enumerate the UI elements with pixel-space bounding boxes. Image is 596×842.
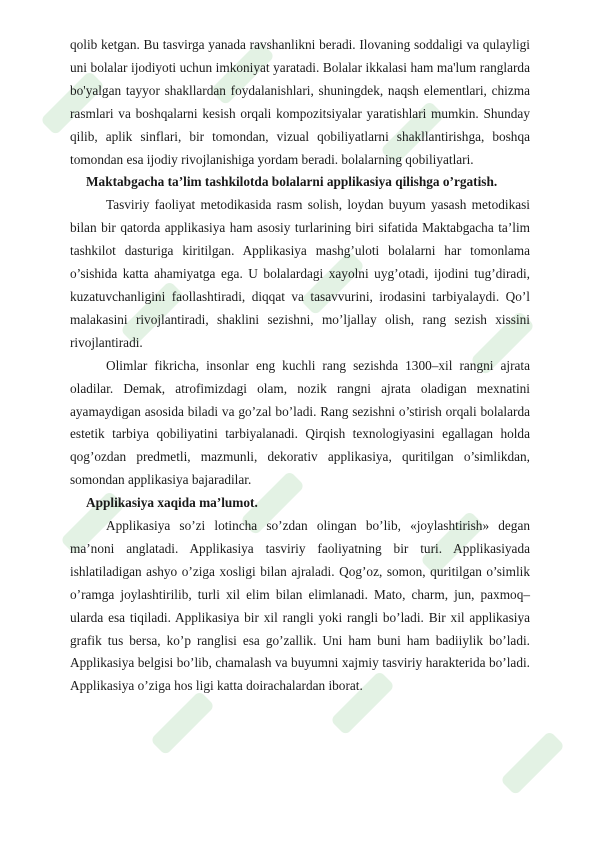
watermark-mark	[150, 691, 215, 756]
section-heading-applikasiya-info: Applikasiya xaqida ma’lumot.	[86, 495, 258, 511]
paragraph-olimlar: Olimlar fikricha, insonlar eng kuchli rang sezishda 1300–xil rangni ajrata oladilar. Demak, atrofimizdagi olam, nozik rangni ajrata oladigan mexnatini ayamaydigan asosida biladi va go’zal bo’ladi. Rang sezishni o’stirish orqali bolalarda estetik tarbiya qobiliyatini tarbiyalanadi. Qirqish texnologiyasini egallagan holda qog’ozdan predmetli, mazmunli, dekorativ applikasiya, quritilgan o’simlikdan, somondan applikasiya bajaradilar.	[70, 357, 530, 488]
watermark-mark	[500, 731, 565, 796]
paragraph-tasviriy: Tasviriy faoliyat metodikasida rasm solish, loydan buyum yasash metodikasi bilan bir qatorda applikasiya ham asosiy turlarining biri sifatida Maktabgacha ta’lim tashkilot dasturiga kiritilgan. Applikasiya mashg’uloti bolalarni har tomonlama o’sishida katta ahamiyatga ega. U bolalardagi xayolni uyg’otadi, ijodini tug’diradi, kuzatuvchanligini faollashtiradi, diqqat va tasavvurini, irodasini tarbiyalaydi. Qo’l malakasini rivojlantiradi, shaklini sezishni, mo’ljallay olish, rang sezish xissini rivojlantiradi.	[70, 197, 530, 350]
document-page	[70, 34, 530, 698]
paragraph-intro: qolib ketgan. Bu tasvirga yanada ravshanlikni beradi. Ilovaning soddaligi va qulayligi uni bolalar ijodiyoti uchun imkoniyat yaratadi. Bolalar ikkalasi ham ma'lum ranglarda bo'yalgan tayyor shakllardan foydalanishlari, shuningdek, naqsh elementlari, chizma rasmlari va boshqalarni kesish orqali kompozitsiyalar yaratishlari mumkin. Shunday qilib, aplik sinflari, bir tomondan, vizual qobiliyatlarni shakllantirishga, boshqa tomondan esa ijodiy rivojlanishiga yordam beradi. bolalarning qobiliyatlari.	[70, 37, 530, 167]
section-heading-applikasiya-teaching: Maktabgacha ta’lim tashkilotda bolalarni applikasiya qilishga o’rgatish.	[86, 174, 498, 190]
paragraph-applikasiya-definition: Applikasiya so’zi lotincha so’zdan olingan bo’lib, «joylashtirish» degan ma’noni anglatadi. Applikasiya tasviriy faoliyatning bir turi. Applikasiyada ishlatiladigan ashyo o’ziga xosligi bilan ajraladi. Qog’oz, somon, quritilgan o’simlik o’ramga joylashtirilib, turli xil elim bilan elimlanadi. Mato, charm, jun, paxmoq–ularda esa tiqiladi. Applikasiya bir xil rangli yoki rangli bo’ladi. Bir xil applikasiya grafik tus bersa, ko’p ranglisi esa go’zallik. Uni ham buni ham badiiylik bo’ladi. Applikasiya belgisi bo’lib, chamalash va buyumni xajmiy tasviriy harakterida bo’ladi. Applikasiya o’ziga hos ligi katta doirachalardan iborat.	[70, 518, 530, 694]
